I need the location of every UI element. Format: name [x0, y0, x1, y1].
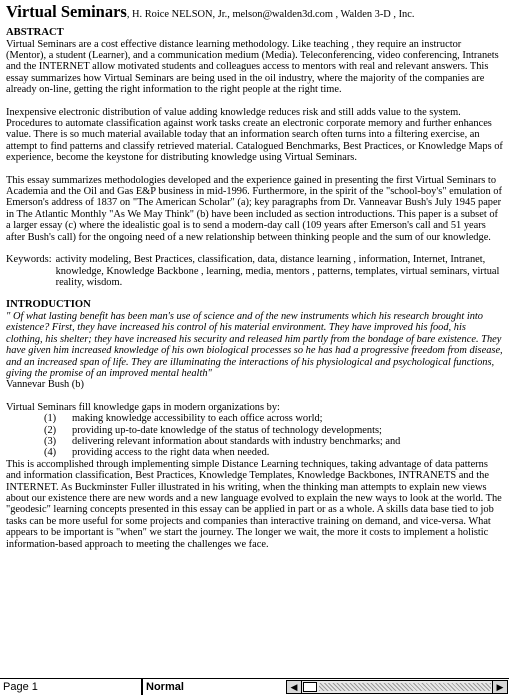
abstract-paragraph-1: Virtual Seminars are a cost effective distance learning methodology. Like teaching , they require an instructor (Mentor), a student (Learner), and a communication medium (Media). Teleconferencing, video conferencing, Intranets and the INTERNET allow motivated students and colleagues access to mentors with real and relevant answers. This essay summarizes how Virtual Seminars are being used in the oil industry, where the majority of the companies are already on-line, getting the right information to the right people at the right time. [6, 38, 499, 96]
keywords [6, 254, 503, 288]
list-item-text: providing up-to-date knowledge of the status of technology developments; [72, 424, 382, 436]
list-item-number: (1) [44, 413, 57, 425]
abstract-heading: ABSTRACT [6, 27, 64, 38]
list-item [44, 413, 503, 424]
status-bar [0, 678, 509, 695]
list-item-text: delivering relevant information about standards with industry benchmarks; and [72, 435, 401, 447]
list-item-text: providing access to the right data when needed. [72, 447, 270, 459]
page-indicator: Page 1 [3, 681, 38, 693]
quote-attribution: Vannevar Bush (b) [6, 379, 84, 391]
title-line [6, 4, 503, 23]
list-item [44, 425, 503, 436]
list-item [44, 436, 503, 447]
abstract-paragraph-3: This essay summarizes methodologies developed and the experience gained in presenting the first Virtual Seminars to Academia and the Oil and Gas E&P business in mid-1996. Furthermore, in the spirit of the "school-boy's" emulation of Emerson's address of 1837 on "The American Scholar" (a); key paragraphs from Dr. Vanneavar Bush's July 1945 paper in The Atlantic Monthly "As We May Think" (b) have been included as section introductions. This paper is a subset of a larger essay (c) where the idealistic goal is to send a modern-day call (109 years after Emerson's call and 51 years after Bush's call) for the ongoing need of a new relationship between thinking people and the sum of our knowledge. [6, 174, 502, 243]
scroll-thumb[interactable] [303, 682, 317, 692]
list-item-number: (4) [44, 447, 57, 459]
keywords-label: Keywords: [6, 254, 52, 266]
list-item-number: (2) [44, 424, 57, 436]
scroll-track[interactable] [319, 683, 491, 691]
gaps-list [6, 413, 503, 459]
document-title: Virtual Seminars [6, 2, 127, 21]
gaps-intro: Virtual Seminars fill knowledge gaps in modern organizations by: [6, 401, 280, 413]
list-item-text: making knowledge accessibility to each office across world; [72, 413, 323, 425]
left-arrow-icon[interactable]: ◀ [287, 681, 302, 693]
introduction-heading: INTRODUCTION [6, 299, 91, 311]
list-item [44, 447, 503, 458]
bush-quote: " Of what lasting benefit has been man's use of science and of the new instruments which his research brought into existence? First, they have increased his control of his material environment. They have improved his food, his clothing, his shelter; they have increased his security and released him partly from the bondage of bare existence. They have given him increased knowledge of his own biological processes so he has had a progressive freedom from disease, and an increased span of life. They are illuminating the interactions of his physiological and psychological functions, giving the promise of an improved mental health" [6, 310, 503, 379]
status-divider [141, 679, 143, 695]
right-arrow-icon[interactable]: ▶ [492, 681, 507, 693]
closing-paragraph: This is accomplished through implementing simple Distance Learning techniques, taking advantage of data patterns and information classification, Best Practices, Knowledge Templates, Knowledge Backbones, INTRANETS and the INTERNET. As Buckminster Fuller illustrated in his writing, when the thinking man attempts to explain new views about our existence there are new words and a new language evolved to explain the new ways to look at the world. The "geodesic" learning concepts presented in this essay can be applied in part or as a whole. A skills data base tied to job tasks can be more useful for some projects and companies than interactive training on demand, and vice-versa. What appears to be important is "when" we start the journey. The longer we wait, the more it costs to implement a holistic information-based approach to meeting the challenges we face. [6, 458, 502, 550]
style-indicator[interactable]: Normal [146, 681, 184, 693]
author-byline: , H. Roice NELSON, Jr., melson@walden3d.com , Walden 3-D , Inc. [126, 9, 415, 20]
horizontal-scrollbar[interactable] [286, 680, 508, 694]
abstract-paragraph-2: Inexpensive electronic distribution of value adding knowledge reduces risk and still adds value to the system. Procedures to automate classification against work tasks create an electronic corporate memory and further enhances value. There is so much material available today that an information search often turns into a filtering exercise, an attempt to find patterns and classify retrieved material. Catalogued Benchmarks, Best Practices, or Knowledge Maps of experience, become the keystone for distributing knowledge using Virtual Seminars. [6, 106, 503, 164]
keywords-text: activity modeling, Best Practices, classification, data, distance learning , information, Internet, Intranet, knowledge, Knowledge Backbone , learning, media, mentors , patterns, templates, virtual seminars, virtual reality, wisdom. [55, 254, 500, 288]
list-item-number: (3) [44, 435, 57, 447]
